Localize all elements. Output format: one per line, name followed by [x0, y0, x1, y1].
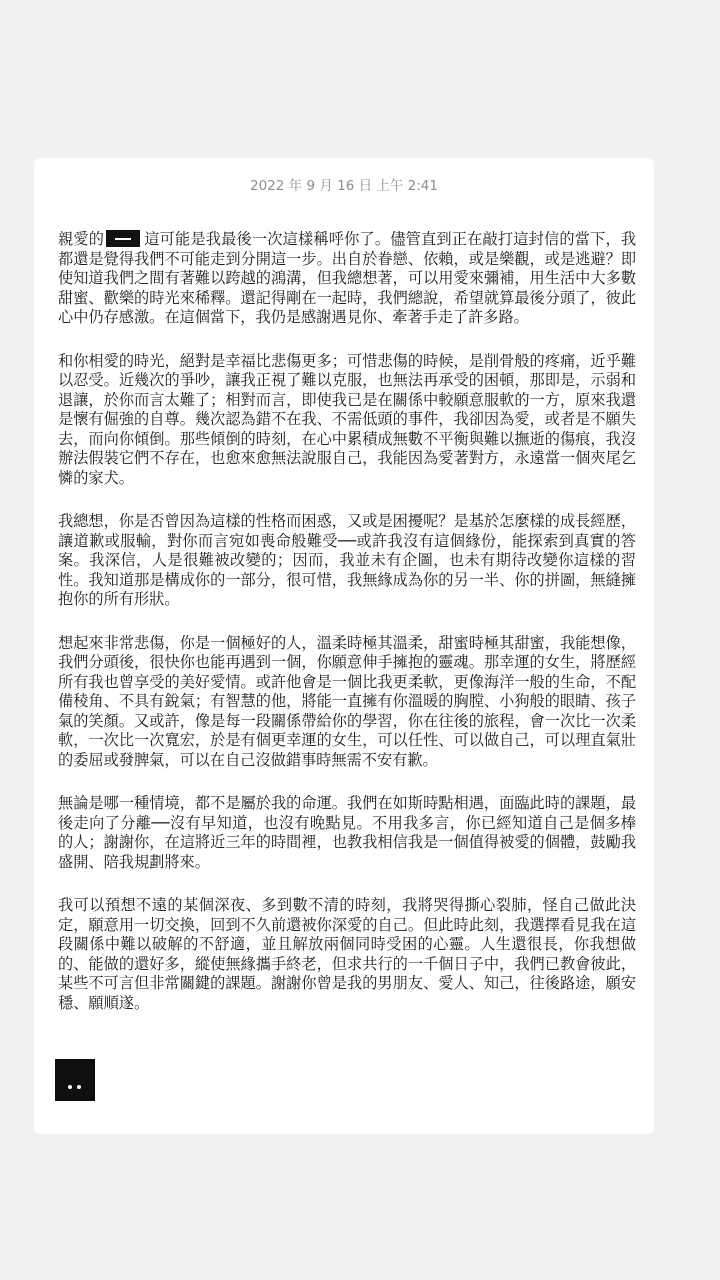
note-timestamp: 2022 年 9 月 16 日 上午 2:41	[250, 178, 438, 194]
paragraph-1	[58, 230, 636, 328]
avatar-dot-left	[68, 1085, 72, 1089]
note-card	[34, 158, 654, 1134]
paragraph-4: 想起來非常悲傷，你是一個極好的人，溫柔時極其溫柔，甜蜜時極其甜蜜，我能想像，我們分頭後，很快你也能再遇到一個，你願意伸手擁抱的靈魂。那幸運的女生，將歷經所有我也曾享受的美好愛情。或許他會是一個比我更柔軟，更像海洋一般的生命，不配備稜角、不具有銳氣；有智慧的他，將能一直擁有你溫暖的胸膛、小狗般的眼睛、孩子氣的笑顏。又或許，像是每一段關係帶給你的學習，你在往後的旅程，會一次比一次柔軟，一次比一次寬宏，於是有個更幸運的女生，可以任性、可以做自己，可以理直氣壯的委屈或發脾氣，可以在自己沒做錯事時無需不安有歉。	[58, 633, 636, 769]
paragraph-3: 我總想，你是否曾因為這樣的性格而困惑，又或是困擾呢？是基於怎麼樣的成長經歷，讓道歉或服輸，對你而言宛如喪命般難受──或許我沒有這個緣份，能探索到真實的答案。我深信，人是很難被改變的；因而，我並未有企圖，也未有期待改變你這樣的習性。我知道那是構成你的一部分，很可惜，我無緣成為你的另一半、你的拼圖，無縫擁抱你的所有形狀。	[58, 512, 636, 608]
note-body	[58, 230, 636, 1037]
avatar-dot-right	[77, 1085, 81, 1089]
signature-avatar-icon	[55, 1059, 95, 1101]
paragraph-1-text: 這可能是我最後一次這樣稱呼你了。儘管直到正在敲打這封信的當下，我都還是覺得我們不可能走到分開這一步。出自於眷戀、依賴，或是樂觀，或是逃避？即使知道我們之間有著難以跨越的鴻溝，但我總想著，可以用愛來彌補，用生活中大多數甜蜜、歡樂的時光來稀釋。還記得剛在一起時，我們總說，希望就算最後分頭了，彼此心中仍存感激。在這個當下，我仍是感謝遇見你、牽著手走了許多路。	[58, 230, 637, 326]
redaction-bar-icon	[106, 230, 140, 247]
paragraph-2: 和你相愛的時光，絕對是幸福比悲傷更多；可惜悲傷的時候，是削骨般的疼痛，近乎難以忍受。近幾次的爭吵，讓我正視了難以克服，也無法再承受的困頓，那即是，示弱和退讓，於你而言太難了；相對而言，即使我已是在關係中較願意服軟的一方，原來我還是懷有倔強的自尊。幾次認為錯不在我、不需低頭的事件，我卻因為愛，或者是不願失去，而向你傾倒。那些傾倒的時刻，在心中累積成無數不平衡與難以撫逝的傷痕，我沒辦法假裝它們不存在，也愈來愈無法說服自己，我能因為愛著對方，永遠當一個夾尾乞憐的家犬。	[58, 351, 636, 487]
paragraph-5: 無論是哪一種情境，都不是屬於我的命運。我們在如斯時點相遇，面臨此時的課題，最後走向了分離──沒有早知道，也沒有晚點見。不用我多言，你已經知道自己是個多棒的人；謝謝你，在這將近三年的時間裡，也教我相信我是一個值得被愛的個體，鼓勵我盛開、陪我規劃將來。	[58, 794, 636, 871]
salutation: 親愛的	[58, 230, 105, 248]
paragraph-6: 我可以預想不遠的某個深夜、多到數不清的時刻，我將哭得撕心裂肺，怪自己做此決定，願意用一切交換，回到不久前還被你深愛的自己。但此時此刻，我選擇看見我在這段關係中難以破解的不舒適，並且解放兩個同時受困的心靈。人生還很長，你我想做的、能做的還好多，縱使無緣攜手終老，但求共行的一千個日子中，我們已教會彼此，某些不可言但非常關鍵的課題。謝謝你曾是我的男朋友、愛人、知己，往後路途，願安穩、願順遂。	[58, 896, 636, 1012]
